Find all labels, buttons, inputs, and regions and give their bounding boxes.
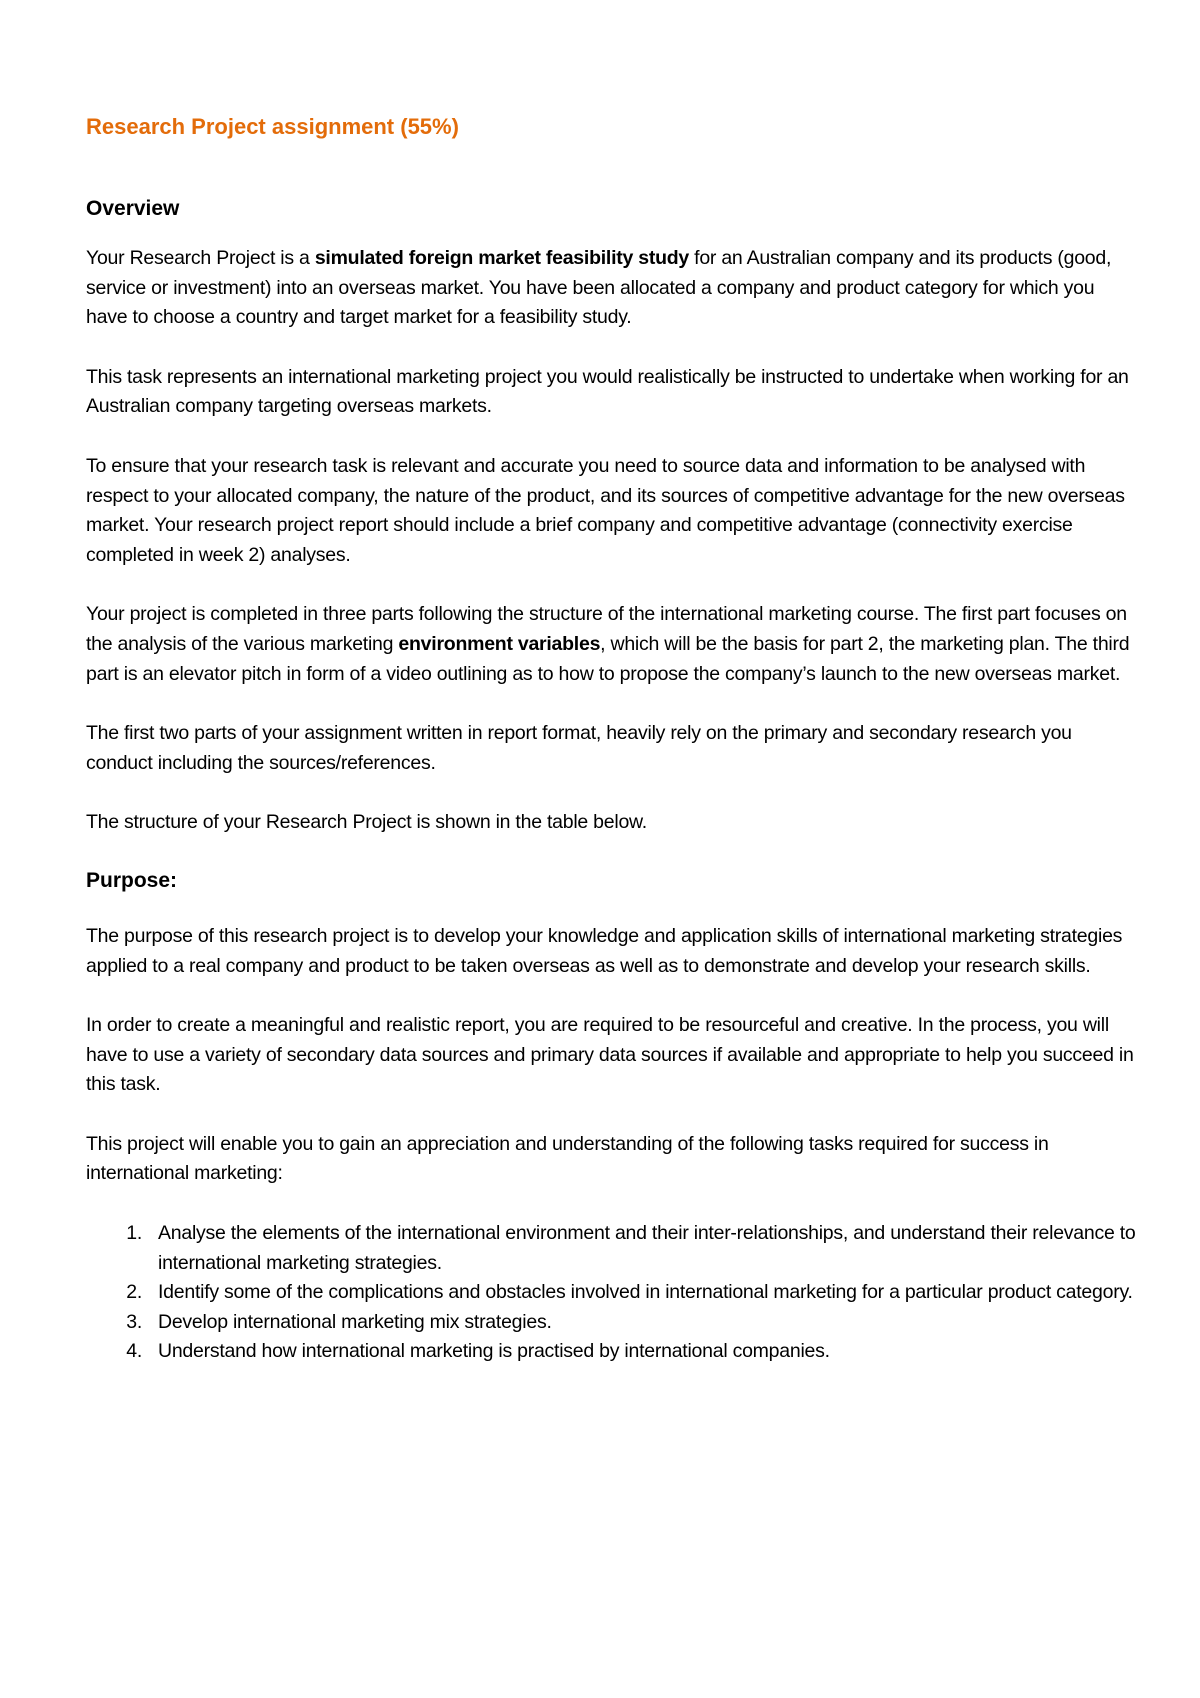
overview-p1-text-start: Your Research Project is a [86, 247, 315, 269]
list-item-number: 4. [126, 1340, 142, 1363]
list-item-text: Identify some of the complications and obstacles involved in international marketing for a particular product category. [158, 1281, 1133, 1304]
overview-p4-text-end: , which will be the basis for part 2, the marketing plan. The third part is an elevator pitch in form of a video outlining as to how to propose the company’s launch to the new overseas market. [86, 632, 1130, 685]
overview-p4-bold-term: environment variables [398, 632, 601, 655]
list-item [86, 1278, 1136, 1308]
overview-heading: Overview [86, 197, 180, 220]
purpose-paragraph-2: In order to create a meaningful and realistic report, you are required to be resourceful and creative. In the process, you will have to use a variety of secondary data sources and primary data sources if available and appropriate to help you succeed in this task. [86, 1014, 1134, 1096]
document-title: Research Project assignment (55%) [86, 114, 459, 139]
list-item-number: 2. [126, 1281, 142, 1304]
task-list [86, 1219, 1136, 1367]
list-item-text: Analyse the elements of the international environment and their inter-relationships, and understand their relevance to international marketing strategies. [158, 1222, 1136, 1274]
overview-p4-text-start: Your project is completed in three parts following the structure of the international marketing course. The first part focuses on the analysis of the various marketing [86, 603, 1127, 655]
list-item-text: Develop international marketing mix strategies. [158, 1310, 552, 1333]
list-item [86, 1219, 1136, 1278]
overview-p1-text-end: for an Australian company and its products (good, service or investment) into an overseas market. You have been allocated a company and product category for which you have to choose a country and target market for a feasibility study. [86, 247, 1112, 329]
list-item [86, 1308, 1136, 1338]
list-item-text: Understand how international marketing is practised by international companies. [158, 1340, 830, 1363]
overview-paragraph-3: To ensure that your research task is relevant and accurate you need to source data and information to be analysed with respect to your allocated company, the nature of the product, and its sources of competitive advantage for the new overseas market. Your research project report should include a brief company and competitive advantage (connectivity exercise completed in week 2) analyses. [86, 454, 1125, 566]
purpose-heading: Purpose: [86, 868, 178, 892]
list-item-number: 1. [126, 1222, 142, 1245]
overview-p1-bold-term: simulated foreign market feasibility study [314, 247, 689, 269]
overview-paragraph-2: This task represents an international marketing project you would realistically be instructed to undertake when working for an Australian company targeting overseas markets. [86, 365, 1129, 418]
list-item [86, 1337, 1136, 1367]
purpose-paragraph-3: This project will enable you to gain an appreciation and understanding of the following tasks required for success in international marketing: [86, 1132, 1049, 1185]
overview-paragraph-4 [86, 600, 1136, 689]
list-item-number: 3. [126, 1310, 142, 1333]
overview-paragraph-6: The structure of your Research Project is shown in the table below. [86, 811, 647, 834]
overview-paragraph-5: The first two parts of your assignment written in report format, heavily rely on the primary and secondary research you conduct including the sources/references. [86, 722, 1072, 774]
overview-paragraph-1 [86, 244, 1136, 333]
purpose-paragraph-1: The purpose of this research project is to develop your knowledge and application skills of international marketing strategies applied to a real company and product to be taken overseas as well as to demonstrate and develop your research skills. [86, 924, 1123, 977]
document-page [86, 112, 1136, 1367]
